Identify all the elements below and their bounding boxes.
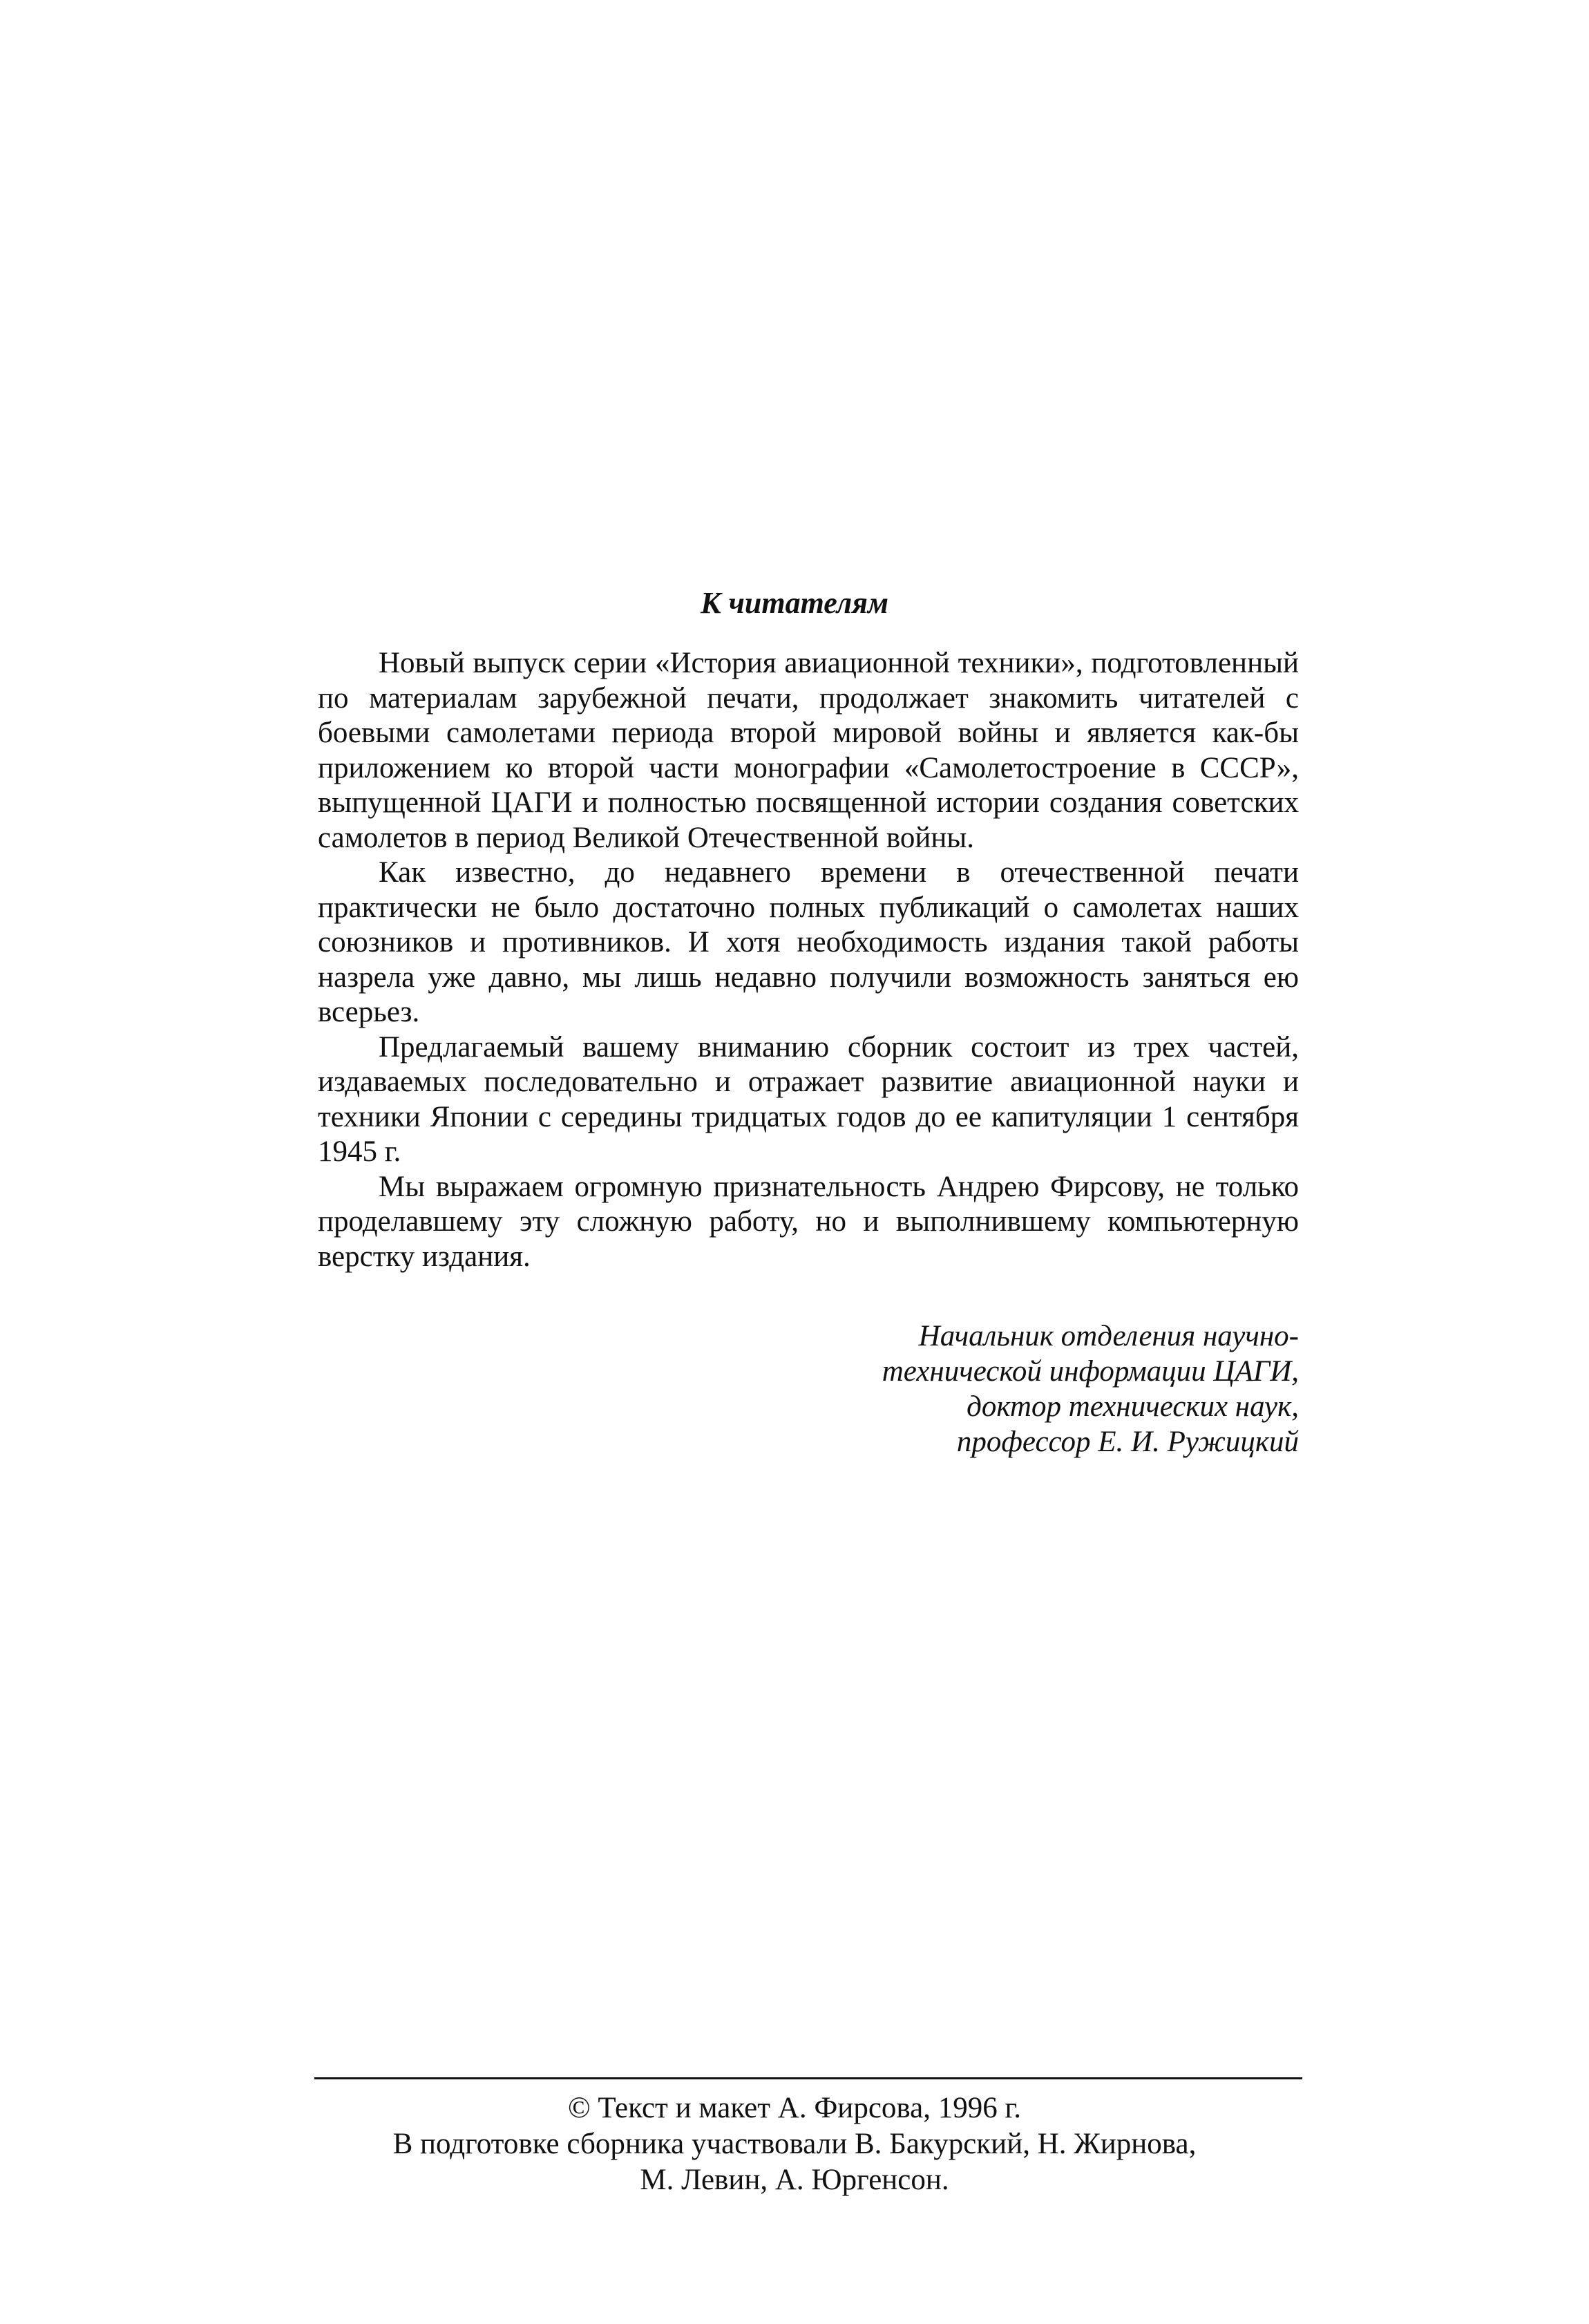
contributors-line: В подготовке сборника участвовали В. Бакурский, Н. Жирнова, [392, 2128, 1197, 2160]
paragraph-4: Мы выражаем огромную признательность Андрею Фирсову, не только проделавшему эту сложную работу, но и выполнившему компьютерную верстку издания. [318, 1170, 1299, 1273]
contributors-line: М. Левин, А. Юргенсон. [640, 2164, 949, 2196]
footer-divider [314, 2077, 1302, 2079]
signature-block [677, 1319, 1299, 1459]
footer [207, 2090, 1382, 2198]
body-text [318, 646, 1299, 1274]
paragraph-3: Предлагаемый вашему вниманию сборник состоит из трех частей, издаваемых последовательно и отражает развитие авиационной науки и техники Японии с середины тридцатых годов до ее капитуляции 1 сентября 1945 г. [318, 1030, 1299, 1168]
signature-line: доктор технических наук, [967, 1390, 1299, 1423]
paragraph-2: Как известно, до недавнего времени в отечественной печати практически не было достаточно полных публикаций о самолетах наших союзников и противников. И хотя необходимость издания такой работы назрела уже давно, мы лишь недавно получили возможность заняться ею всерьез. [318, 856, 1299, 1028]
copyright-line: © Текст и макет А. Фирсова, 1996 г. [567, 2092, 1022, 2124]
signature-line: технической информации ЦАГИ, [882, 1355, 1299, 1388]
signature-line: профессор Е. И. Ружицкий [956, 1426, 1299, 1458]
signature-line: Начальник отделения научно- [918, 1320, 1299, 1352]
page-title: К читателям [700, 586, 889, 620]
paragraph-1: Новый выпуск серии «История авиационной техники», подготовленный по материалам зарубежной печати, продолжает знакомить читателей с боевыми самолетами периода второй мировой войны и является как-бы приложением ко второй части монографии «Самолетостроение в СССР», выпущенной ЦАГИ и полностью посвященной истории создания советских самолетов в период Великой Отечественной войны. [318, 647, 1299, 854]
